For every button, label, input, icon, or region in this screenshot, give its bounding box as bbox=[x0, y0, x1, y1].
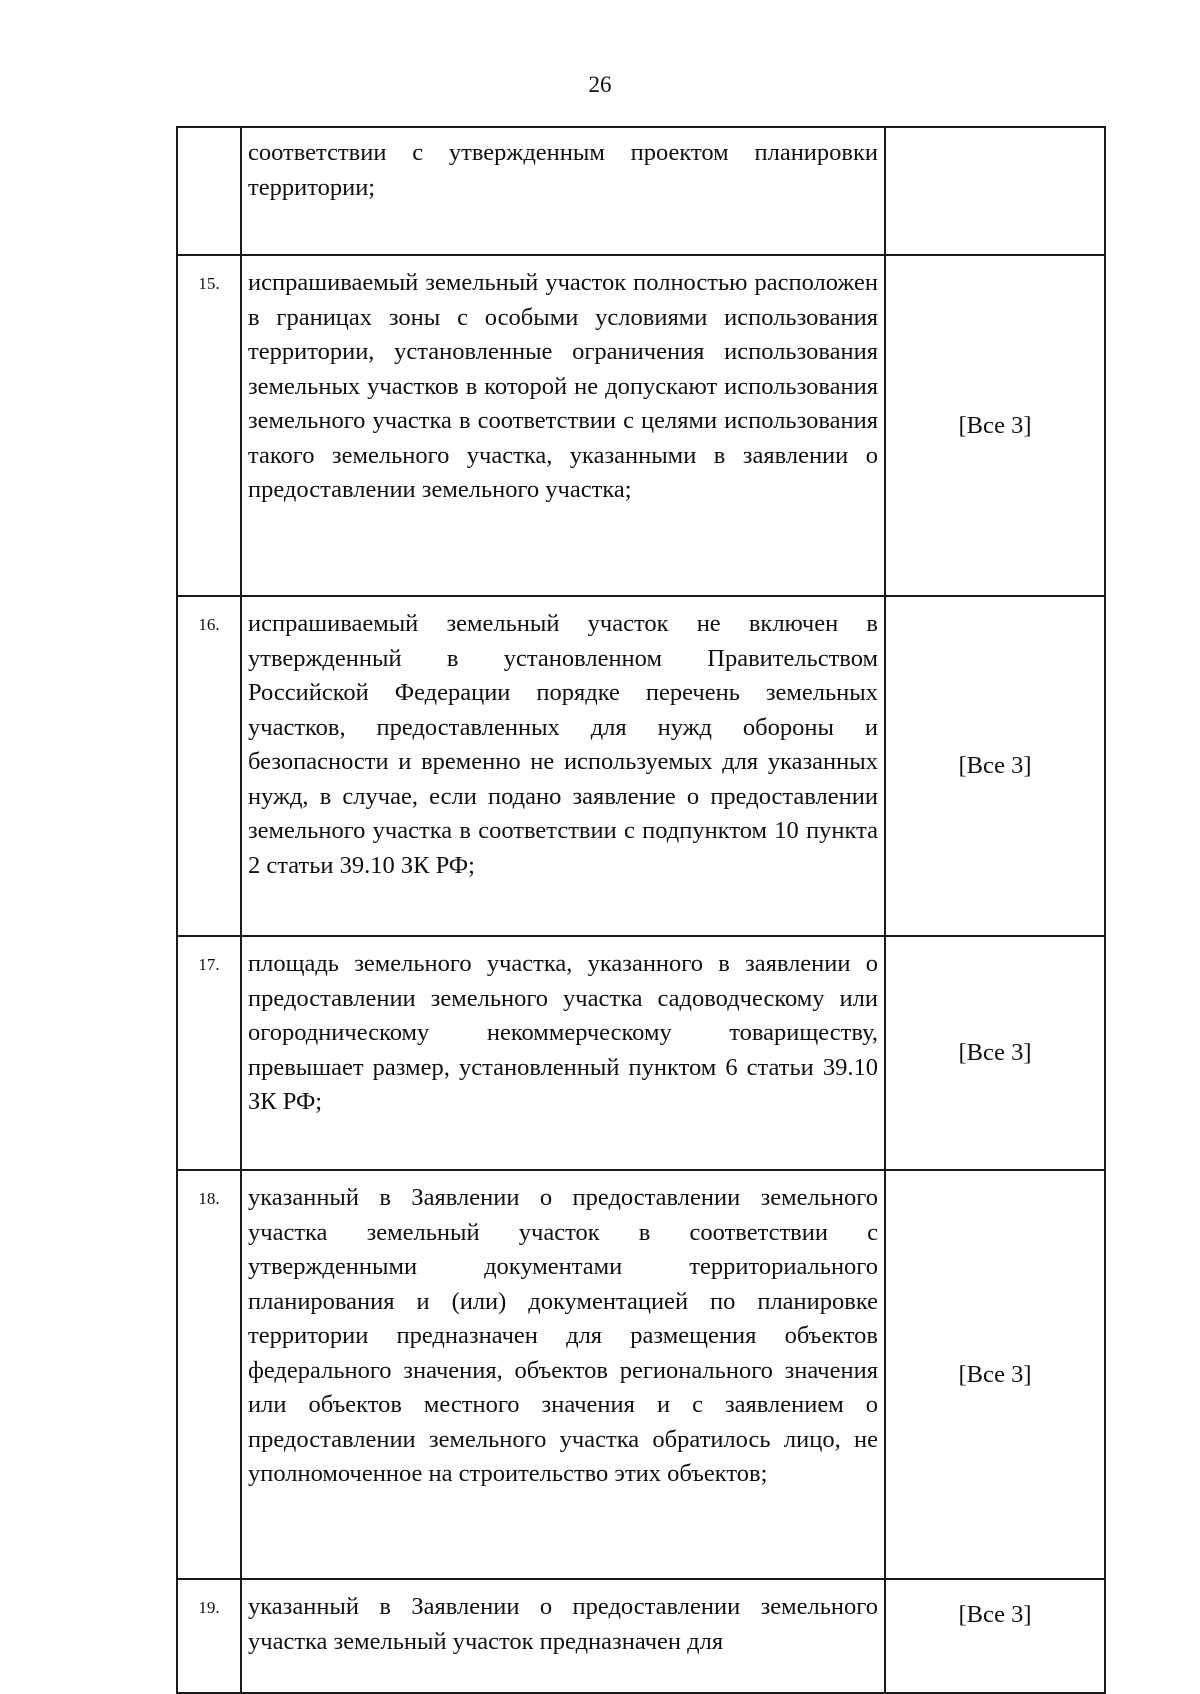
table-row bbox=[177, 127, 1105, 255]
table-row bbox=[177, 936, 1105, 1170]
row-status: [Все 3] bbox=[885, 936, 1105, 1170]
row-text: испрашиваемый земельный участок полностью расположен в границах зоны с особыми условиями использования территории, установленные ограничения использования земельных участков в которой не допускают использования земельного участка в соответствии с целями использования такого земельного участка, указанными в заявлении о предоставлении земельного участка; bbox=[241, 255, 885, 596]
row-number bbox=[177, 127, 241, 255]
row-status: [Все 3] bbox=[885, 596, 1105, 936]
table-row bbox=[177, 255, 1105, 596]
table-row bbox=[177, 1170, 1105, 1579]
row-number: 15. bbox=[177, 255, 241, 596]
row-text: указанный в Заявлении о предоставлении земельного участка земельный участок в соответствии с утвержденными документами территориального планирования и (или) документацией по планировке территории предназначен для размещения объектов федерального значения, объектов регионального значения или объектов местного значения и с заявлением о предоставлении земельного участка обратилось лицо, не уполномоченное на строительство этих объектов; bbox=[241, 1170, 885, 1579]
row-text: испрашиваемый земельный участок не включен в утвержденный в установленном Правительством Российской Федерации порядке перечень земельных участков, предоставленных для нужд обороны и безопасности и временно не используемых для указанных нужд, в случае, если подано заявление о предоставлении земельного участка в соответствии с подпунктом 10 пункта 2 статьи 39.10 ЗК РФ; bbox=[241, 596, 885, 936]
row-number: 16. bbox=[177, 596, 241, 936]
criteria-table bbox=[176, 126, 1106, 1694]
row-number: 18. bbox=[177, 1170, 241, 1579]
table-row bbox=[177, 596, 1105, 936]
row-status bbox=[885, 127, 1105, 255]
row-number: 19. bbox=[177, 1579, 241, 1693]
row-text: соответствии с утвержденным проектом планировки территории; bbox=[241, 127, 885, 255]
row-status: [Все 3] bbox=[885, 255, 1105, 596]
row-text: площадь земельного участка, указанного в заявлении о предоставлении земельного участка садоводческому или огородническому некоммерческому товариществу, превышает размер, установленный пунктом 6 статьи 39.10 ЗК РФ; bbox=[241, 936, 885, 1170]
row-text: указанный в Заявлении о предоставлении земельного участка земельный участок предназначен для bbox=[241, 1579, 885, 1693]
page-number: 26 bbox=[588, 72, 612, 97]
table-row bbox=[177, 1579, 1105, 1693]
row-status: [Все 3] bbox=[885, 1170, 1105, 1579]
row-number: 17. bbox=[177, 936, 241, 1170]
row-status: [Все 3] bbox=[885, 1579, 1105, 1693]
